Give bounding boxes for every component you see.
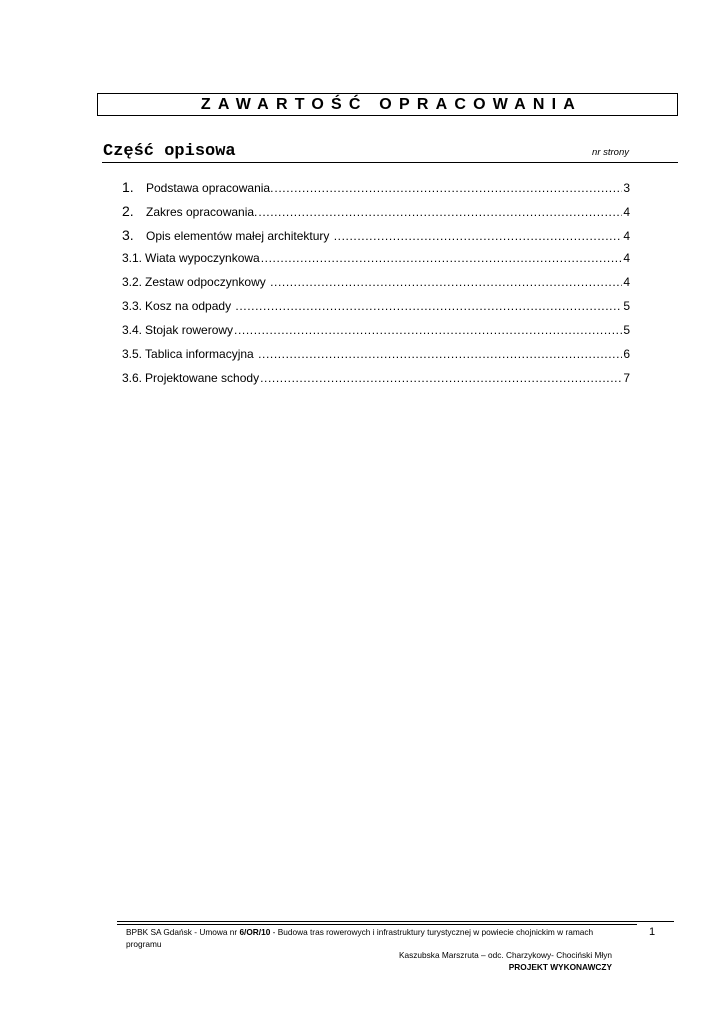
toc-entry-number: 3.1. — [122, 251, 143, 265]
toc-entry-number: 3.3. — [122, 299, 143, 313]
document-title: ZAWARTOŚĆ OPRACOWANIA — [200, 95, 583, 113]
toc-entry[interactable] — [122, 227, 630, 251]
document-title-box — [97, 93, 678, 116]
toc-entry[interactable] — [122, 371, 630, 395]
toc-entry-page: 5 — [623, 323, 630, 337]
toc-entry-label: Tablica informacyjna — [145, 347, 258, 361]
toc-entry[interactable] — [122, 323, 630, 347]
toc-entry-number: 3.2. — [122, 275, 143, 289]
toc-entry-number: 1. — [122, 179, 134, 195]
footer-company: BPBK SA Gdańsk - Umowa nr — [126, 927, 240, 937]
page-column-label: nr strony — [592, 147, 629, 158]
toc-entry-number: 3.4. — [122, 323, 143, 337]
page-number: 1 — [649, 926, 656, 938]
footer-rule-inner — [117, 924, 637, 925]
footer-line-2: Kaszubska Marszruta – odc. Charzykowy- Chociński Młyn — [398, 950, 612, 960]
toc-entry-number: 3. — [122, 227, 134, 243]
toc-entry-label: Zakres opracowania. — [146, 205, 258, 219]
toc-entry[interactable] — [122, 275, 630, 299]
toc-entry[interactable] — [122, 347, 630, 371]
footer-rule — [117, 921, 674, 922]
toc-entry[interactable] — [122, 299, 630, 323]
toc-entry-label: Podstawa opracowania. — [146, 181, 274, 195]
toc-dot-leader — [258, 347, 622, 361]
toc-dot-leader — [270, 275, 622, 289]
toc-entry-label: Projektowane schody — [145, 371, 260, 385]
footer-line-1 — [100, 927, 612, 950]
toc-entry-page: 3 — [623, 181, 630, 195]
footer-project-description: - Budowa tras rowerowych i infrastruktury turystycznej w powiecie chojnickim w ramach programu — [126, 927, 594, 949]
toc-entry-page: 4 — [623, 229, 630, 243]
footer-contract-number: 6/OR/10 — [239, 927, 271, 937]
footer — [100, 927, 612, 973]
toc-entry-page: 6 — [623, 347, 630, 361]
toc-dot-leader — [234, 323, 622, 337]
table-of-contents — [122, 179, 630, 395]
toc-entry[interactable] — [122, 203, 630, 227]
toc-entry-label: Wiata wypoczynkowa — [145, 251, 260, 265]
toc-entry-page: 4 — [623, 205, 630, 219]
toc-entry-label: Stojak rowerowy — [145, 323, 234, 337]
toc-entry-label: Zestaw odpoczynkowy — [145, 275, 270, 289]
toc-entry-page: 5 — [623, 299, 630, 313]
toc-entry-page: 4 — [623, 275, 630, 289]
toc-entry[interactable] — [122, 251, 630, 275]
toc-entry-page: 7 — [623, 371, 630, 385]
toc-dot-leader — [235, 299, 622, 313]
toc-entry-number: 3.5. — [122, 347, 143, 361]
toc-entry-number: 3.6. — [122, 371, 143, 385]
section-header — [102, 139, 678, 163]
toc-entry-number: 2. — [122, 203, 134, 219]
footer-line-3: PROJEKT WYKONAWCZY — [508, 961, 612, 972]
toc-dot-leader — [334, 229, 623, 243]
toc-dot-leader — [260, 371, 622, 385]
toc-dot-leader — [258, 205, 622, 219]
toc-entry-label: Opis elementów małej architektury — [146, 229, 333, 243]
section-title: Część opisowa — [103, 142, 236, 161]
toc-dot-leader — [274, 181, 622, 195]
toc-entry-label: Kosz na odpady — [145, 299, 235, 313]
toc-dot-leader — [261, 251, 623, 265]
toc-entry[interactable] — [122, 179, 630, 203]
toc-entry-page: 4 — [623, 251, 630, 265]
